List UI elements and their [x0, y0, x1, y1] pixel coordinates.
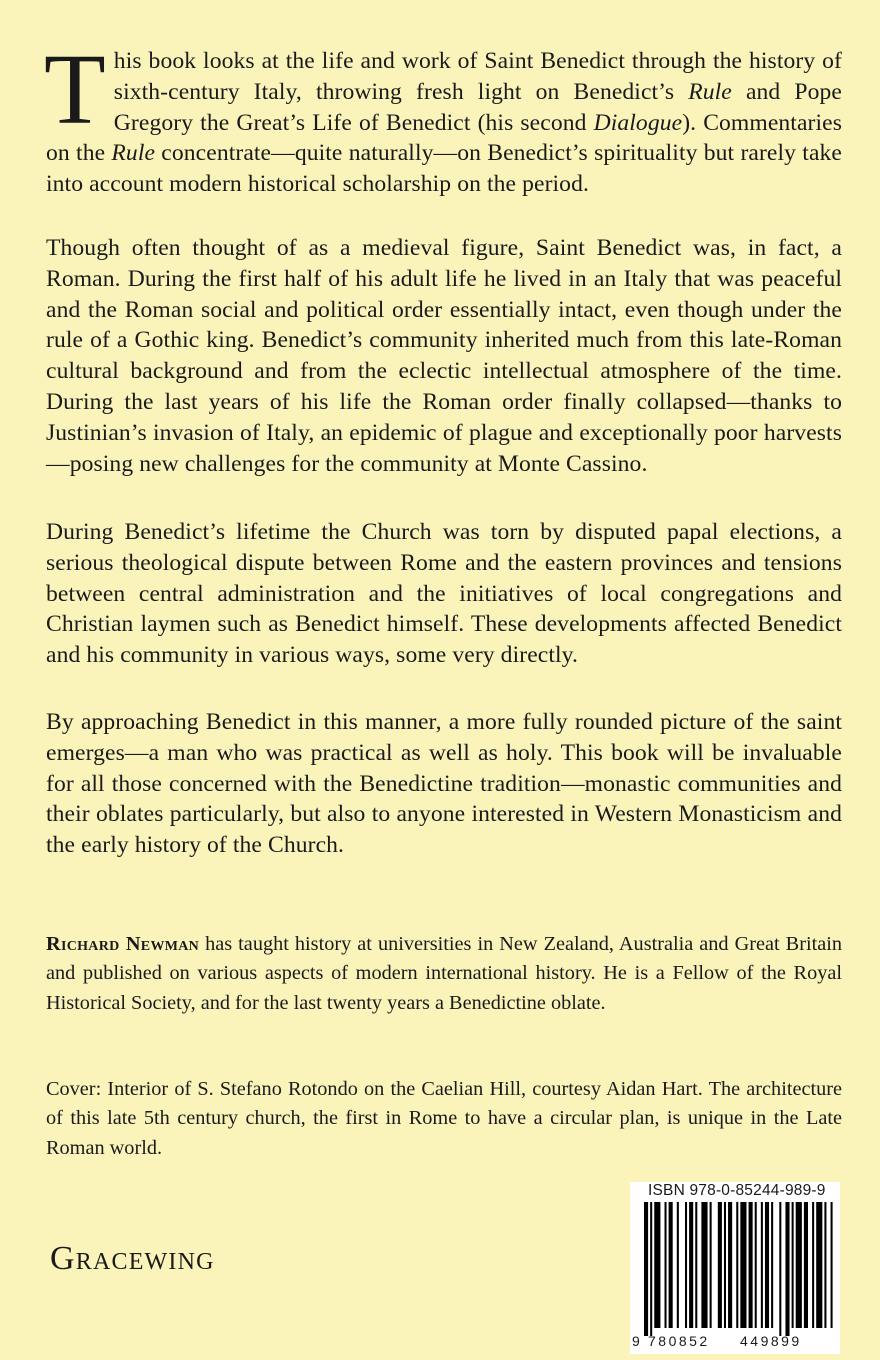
- barcode-bar: [728, 1202, 732, 1328]
- barcode-bar: [812, 1202, 814, 1328]
- barcode-bar: [792, 1202, 794, 1328]
- barcode-bar: [701, 1202, 707, 1328]
- blurb-paragraph-1: [44, 33, 843, 200]
- barcode-bar: [785, 1202, 789, 1336]
- barcode-bar: [644, 1202, 648, 1336]
- barcode-bars: [630, 1202, 840, 1336]
- blurb-paragraph-2: Though often thought of as a medieval figure, Saint Benedict was, in fact, a Roman. During the first half of his adult life he lived in an Italy that was peaceful and the Roman social and political order essentially intact, even though under the rule of a Gothic king. Benedict’s community inherited much from this late-Roman cultural background and from the eclectic intellectual atmosphere of the time. During the last years of his life the Roman order finally collapsed—thanks to Justinian’s invasion of Italy, an epidemic of plague and exceptionally poor harvests—posing new challenges for the community at Monte Cassino.: [46, 235, 842, 477]
- blurb-text: his book looks at the life and work of Saint Benedict through the history of sixth-century Italy, throwing fresh light on Benedict’s: [113, 48, 842, 105]
- author-name: Richard Newman: [46, 933, 200, 955]
- barcode-bar: [654, 1202, 660, 1328]
- barcode-bar: [761, 1202, 763, 1328]
- barcode-bar: [816, 1202, 822, 1328]
- rule-title: Rule: [688, 78, 732, 105]
- barcode-bar: [824, 1202, 826, 1328]
- rule-title: Rule: [111, 140, 156, 167]
- drop-cap: T: [44, 33, 106, 145]
- author-bio-text: has taught history at universities in New Zealand, Australia and Great Britain and published on various aspects of modern international history. He is a Fellow of the Royal Historical Society, and for the last twenty years a Benedictine oblate.: [46, 933, 842, 1014]
- barcode-bar: [710, 1202, 712, 1328]
- barcode-bar: [831, 1202, 833, 1328]
- barcode-digits-left: 780852: [648, 1333, 710, 1349]
- barcode-bar: [740, 1202, 746, 1328]
- barcode-bar: [804, 1202, 808, 1328]
- dialogue-title: Dialogue: [593, 109, 683, 136]
- barcode-bar: [685, 1202, 687, 1328]
- barcode-bar: [749, 1202, 753, 1328]
- barcode-bar: [755, 1202, 757, 1328]
- barcode-bar: [724, 1202, 726, 1328]
- author-bio: [46, 930, 842, 1018]
- barcode-bar: [650, 1202, 652, 1336]
- isbn-label: ISBN 978-0-85244-989-9: [648, 1182, 826, 1199]
- barcode-bar: [677, 1202, 679, 1328]
- barcode-bar: [689, 1202, 693, 1328]
- isbn-barcode: [630, 1182, 840, 1354]
- barcode-bar: [796, 1202, 802, 1328]
- blurb-text: and Pope Gregory the Great’s Life of Benedict (his second: [113, 78, 842, 136]
- cover-credit: Cover: Interior of S. Stefano Rotondo on the Caelian Hill, courtesy Aidan Hart. The architecture of this late 5th century church, the first in Rome to have a circular plan, is unique in the Late Roman world.: [46, 1078, 842, 1159]
- publisher-logo: Gracewing: [50, 1240, 215, 1277]
- blurb-paragraph-3: During Benedict’s lifetime the Church was torn by disputed papal elections, a serious theological dispute between Rome and the eastern provinces and tensions between central administration and the initiatives of local congregations and Christian laymen such as Benedict himself. These developments affected Benedict and his community in various ways, some very directly.: [46, 519, 842, 669]
- blurb-text: ). Commentaries on the: [46, 109, 842, 167]
- barcode-digit-first: 9: [632, 1333, 640, 1349]
- barcode-bar: [771, 1202, 773, 1328]
- blurb-paragraph-4: By approaching Benedict in this manner, a more fully rounded picture of the saint emerges—a man who was practical as well as holy. This book will be invaluable for all those concerned with the Benedictine tradition—monastic communities and their oblates particularly, but also to anyone interested in Western Monasticism and the early history of the Church.: [46, 709, 842, 859]
- barcode-bar: [669, 1202, 673, 1328]
- blurb-text: concentrate—quite naturally—on Benedict’s spirituality but rarely take into account modern historical scholarship on the period.: [46, 140, 843, 198]
- barcode-bar: [779, 1202, 781, 1336]
- barcode-bar: [765, 1202, 769, 1328]
- barcode-bar: [736, 1202, 738, 1328]
- barcode-bar: [665, 1202, 667, 1328]
- barcode-digits-right: 449899: [740, 1333, 802, 1349]
- barcode-bar: [695, 1202, 697, 1328]
- barcode-bar: [718, 1202, 722, 1328]
